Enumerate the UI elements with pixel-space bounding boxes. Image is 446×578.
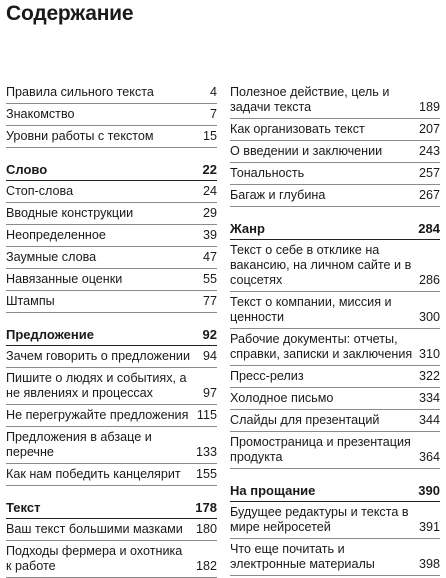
- toc-page-number: 344: [418, 413, 440, 427]
- toc-entry-title: Зачем говорить о предложении: [6, 349, 191, 363]
- toc-entry[interactable]: [230, 82, 440, 119]
- toc-section-heading[interactable]: [6, 497, 217, 519]
- toc-entry-title: Что еще почитать и электронные материалы: [230, 542, 375, 571]
- toc-entry[interactable]: [230, 141, 440, 163]
- toc-page-number: 92: [202, 327, 217, 342]
- toc-entry-title: Штампы: [6, 294, 55, 308]
- toc-entry-title: Уровни работы с текстом: [6, 129, 154, 143]
- toc-page-number: 29: [202, 206, 217, 220]
- toc-entry-title: Как организовать текст: [230, 122, 365, 136]
- toc-entry-title: Текст о компании, миссия и ценности: [230, 295, 392, 324]
- toc-page-number: 155: [195, 467, 217, 481]
- toc-entry[interactable]: [6, 291, 217, 313]
- toc-entry-title: Предложения в абзаце и перечне: [6, 430, 152, 459]
- toc-entry[interactable]: [230, 432, 440, 469]
- toc-page-number: 257: [418, 166, 440, 180]
- toc-entry[interactable]: [230, 366, 440, 388]
- toc-entry-title: О введении и заключении: [230, 144, 383, 158]
- toc-section-heading[interactable]: [230, 480, 440, 502]
- toc-entry[interactable]: [230, 119, 440, 141]
- toc-page-number: 94: [202, 349, 217, 363]
- toc-page-number: 334: [418, 391, 440, 405]
- toc-entry[interactable]: [230, 163, 440, 185]
- section-gap: [6, 148, 217, 159]
- toc-entry[interactable]: [6, 181, 217, 203]
- toc-entry[interactable]: [6, 405, 217, 427]
- toc-entry-title: Пресс-релиз: [230, 369, 304, 383]
- toc-entry-title: Текст о себе в отклике на вакансию, на личном сайте и в соцсетях: [230, 243, 412, 287]
- toc-entry[interactable]: [6, 427, 217, 464]
- toc-page-number: 310: [418, 347, 440, 361]
- toc-entry-title: Подходы фермера и охотника к работе: [6, 544, 183, 573]
- toc-entry-title: Рабочие документы: отчеты, справки, записки и заключения: [230, 332, 413, 361]
- toc-entry-title: Заумные слова: [6, 250, 97, 264]
- toc-page-number: 189: [418, 100, 440, 114]
- toc-entry-title: Промостраница и презентация продукта: [230, 435, 411, 464]
- toc-section-heading[interactable]: [230, 218, 440, 240]
- toc-entry-title: Неопределенное: [6, 228, 106, 242]
- toc-section-heading[interactable]: [6, 159, 217, 181]
- toc-page-number: 115: [196, 408, 217, 422]
- toc-entry[interactable]: [6, 82, 217, 104]
- toc-page-number: 398: [418, 557, 440, 571]
- toc-entry[interactable]: [6, 346, 217, 368]
- toc-page-number: 322: [418, 369, 440, 383]
- toc-entry[interactable]: [230, 240, 440, 292]
- toc-entry-title: Навязанные оценки: [6, 272, 123, 286]
- toc-entry[interactable]: [230, 292, 440, 329]
- toc-entry-title: Пишите о людях и событиях, а не явлениях и процессах: [6, 371, 187, 400]
- toc-column-right: [230, 82, 440, 576]
- toc-page-number: 22: [202, 162, 217, 177]
- toc-entry[interactable]: [6, 541, 217, 578]
- toc-entry[interactable]: [230, 388, 440, 410]
- toc-page-number: 47: [202, 250, 217, 264]
- section-gap: [6, 313, 217, 324]
- toc-entry-title: Холодное письмо: [230, 391, 334, 405]
- toc-page-number: 286: [418, 273, 440, 287]
- toc-entry-title: Правила сильного текста: [6, 85, 154, 99]
- toc-entry[interactable]: [230, 329, 440, 366]
- toc-page-number: 207: [418, 122, 440, 136]
- toc-page-number: 7: [209, 107, 217, 121]
- toc-entry[interactable]: [6, 368, 217, 405]
- toc-page-number: 267: [418, 188, 440, 202]
- toc-entry-title: Знакомство: [6, 107, 75, 121]
- toc-entry[interactable]: [6, 464, 217, 486]
- toc-page-number: 77: [202, 294, 217, 308]
- toc-entry-title: Тональность: [230, 166, 305, 180]
- toc-entry-title: Текст: [6, 500, 41, 515]
- toc-page-number: 55: [202, 272, 217, 286]
- toc-page-number: 243: [418, 144, 440, 158]
- toc-entry[interactable]: [6, 104, 217, 126]
- toc-entry[interactable]: [230, 502, 440, 539]
- toc-entry-title: Полезное действие, цель и задачи текста: [230, 85, 390, 114]
- toc-entry-title: Как нам победить канцелярит: [6, 467, 181, 481]
- toc-entry[interactable]: [6, 225, 217, 247]
- toc-entry-title: Багаж и глубина: [230, 188, 326, 202]
- toc-entry[interactable]: [230, 539, 440, 576]
- toc-entry[interactable]: [6, 203, 217, 225]
- toc-entry-title: Жанр: [230, 221, 265, 236]
- toc-page-number: 39: [202, 228, 217, 242]
- toc-entry-title: Не перегружайте предложения: [6, 408, 189, 422]
- toc-entry[interactable]: [6, 519, 217, 541]
- toc-entry[interactable]: [6, 126, 217, 148]
- toc-entry[interactable]: [6, 269, 217, 291]
- section-gap: [6, 486, 217, 497]
- toc-entry-title: На прощание: [230, 483, 316, 498]
- toc-section-heading[interactable]: [6, 324, 217, 346]
- toc-page-number: 4: [209, 85, 217, 99]
- toc-page-number: 364: [418, 450, 440, 464]
- toc-entry[interactable]: [230, 185, 440, 207]
- toc-page-number: 24: [202, 184, 217, 198]
- toc-entry-title: Слово: [6, 162, 48, 177]
- toc-page-number: 300: [418, 310, 440, 324]
- toc-page-number: 180: [195, 522, 217, 536]
- toc-page-number: 97: [202, 386, 217, 400]
- section-gap: [230, 469, 440, 480]
- toc-entry-title: Будущее редактуры и текста в мире нейросетей: [230, 505, 409, 534]
- section-gap: [230, 207, 440, 218]
- toc-entry-title: Стоп-слова: [6, 184, 74, 198]
- toc-entry[interactable]: [6, 247, 217, 269]
- toc-entry-title: Слайды для презентаций: [230, 413, 380, 427]
- toc-page-number: 178: [195, 500, 217, 515]
- toc-entry-title: Вводные конструкции: [6, 206, 134, 220]
- toc-page-number: 133: [195, 445, 217, 459]
- toc-page-number: 391: [418, 520, 440, 534]
- toc-entry[interactable]: [230, 410, 440, 432]
- toc-column-left: [6, 82, 217, 578]
- toc-entry-title: Ваш текст большими мазками: [6, 522, 183, 536]
- toc-page-number: 15: [202, 129, 217, 143]
- toc-page-number: 390: [418, 483, 440, 498]
- toc-page-number: 284: [418, 221, 440, 236]
- toc-entry-title: Предложение: [6, 327, 94, 342]
- page-title: Содержание: [6, 2, 134, 25]
- toc-page-number: 182: [195, 559, 217, 573]
